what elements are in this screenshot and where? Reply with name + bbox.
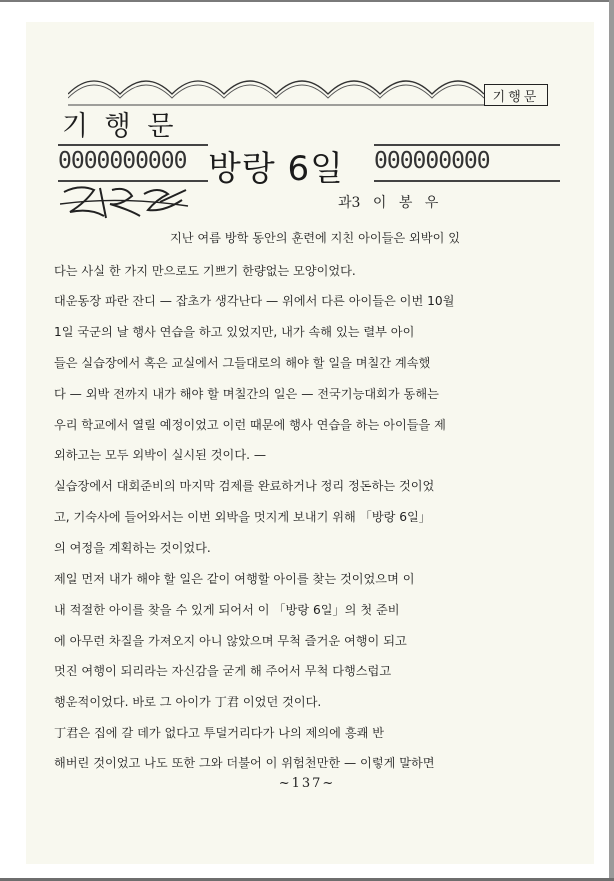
- body-line: 멋진 여행이 되리라는 자신감을 굳게 해 주어서 무척 다행스럽고: [54, 664, 392, 678]
- handwritten-signature: [60, 182, 190, 222]
- body-line: 들은 실습장에서 혹은 교실에서 그들대로의 해야 할 일을 며칠간 계속했: [54, 356, 431, 370]
- title-banner: [58, 144, 558, 189]
- body-line: 제일 먼저 내가 해야 할 일은 같이 여행할 아이를 찾는 것이었으며 이: [54, 572, 415, 586]
- body-line: 실습장에서 대회준비의 마지막 검제를 완료하거나 정리 정돈하는 것이었: [54, 479, 435, 493]
- body-line: 내 적절한 아이를 찾을 수 있게 되어서 이 「방랑 6일」의 첫 준비: [54, 603, 400, 617]
- body-line: 다 — 외박 전까지 내가 해야 할 며칠간의 일은 — 전국기능대회가 동해는: [54, 387, 439, 401]
- body-line: 에 아무런 차질을 가져오지 아니 않았으며 무척 즐거운 여행이 되고: [54, 634, 407, 648]
- page-number: ~137~: [278, 776, 336, 791]
- body-line: 행운적이었다. 바로 그 아이가 丁君 이었던 것이다.: [54, 695, 322, 709]
- section-heading: 기 행 문: [62, 111, 178, 142]
- title-rule: [374, 144, 560, 146]
- window-top-border: [0, 0, 614, 2]
- window-right-border: [609, 0, 614, 881]
- body-line: 의 여정을 계획하는 것이었다.: [54, 541, 211, 555]
- title-rule: [374, 180, 560, 182]
- title-decoration-right: 000000000: [374, 148, 490, 174]
- body-line: 우리 학교에서 열릴 예정이었고 이런 때문에 행사 연습을 하는 아이들을 제: [54, 418, 446, 432]
- category-tag: 기행문: [484, 84, 548, 106]
- document-title: 방랑 6일: [208, 149, 344, 189]
- body-line: 고, 기숙사에 들어와서는 이번 외박을 멋지게 보내기 위해 「방랑 6일」: [54, 510, 431, 524]
- body-line: 다는 사실 한 가지 만으로도 기쁘기 한량없는 모양이었다.: [54, 264, 356, 278]
- scalloped-ornament: [68, 72, 484, 108]
- title-decoration-left: 0000000000: [58, 148, 187, 174]
- body-line: 대운동장 파란 잔디 — 잡초가 생각난다 — 위에서 다른 아이들은 이번 10월: [54, 294, 455, 308]
- title-rule: [58, 144, 208, 146]
- body-line: 지난 여름 방학 동안의 훈련에 지친 아이들은 외박이 있: [170, 231, 461, 245]
- author-line: 과3 이 봉 우: [338, 195, 439, 211]
- body-line: 1일 국군의 날 행사 연습을 하고 있었지만, 내가 속해 있는 렬부 아이: [54, 325, 415, 339]
- body-line: 丁君은 집에 갈 데가 없다고 투덜거리다가 나의 제의에 흥쾌 반: [54, 726, 385, 740]
- body-line: 외하고는 모두 외박이 실시된 것이다. —: [54, 448, 267, 462]
- body-line: 해버린 것이었고 나도 또한 그와 더불어 이 위험천만한 — 이렇게 말하면: [54, 756, 435, 770]
